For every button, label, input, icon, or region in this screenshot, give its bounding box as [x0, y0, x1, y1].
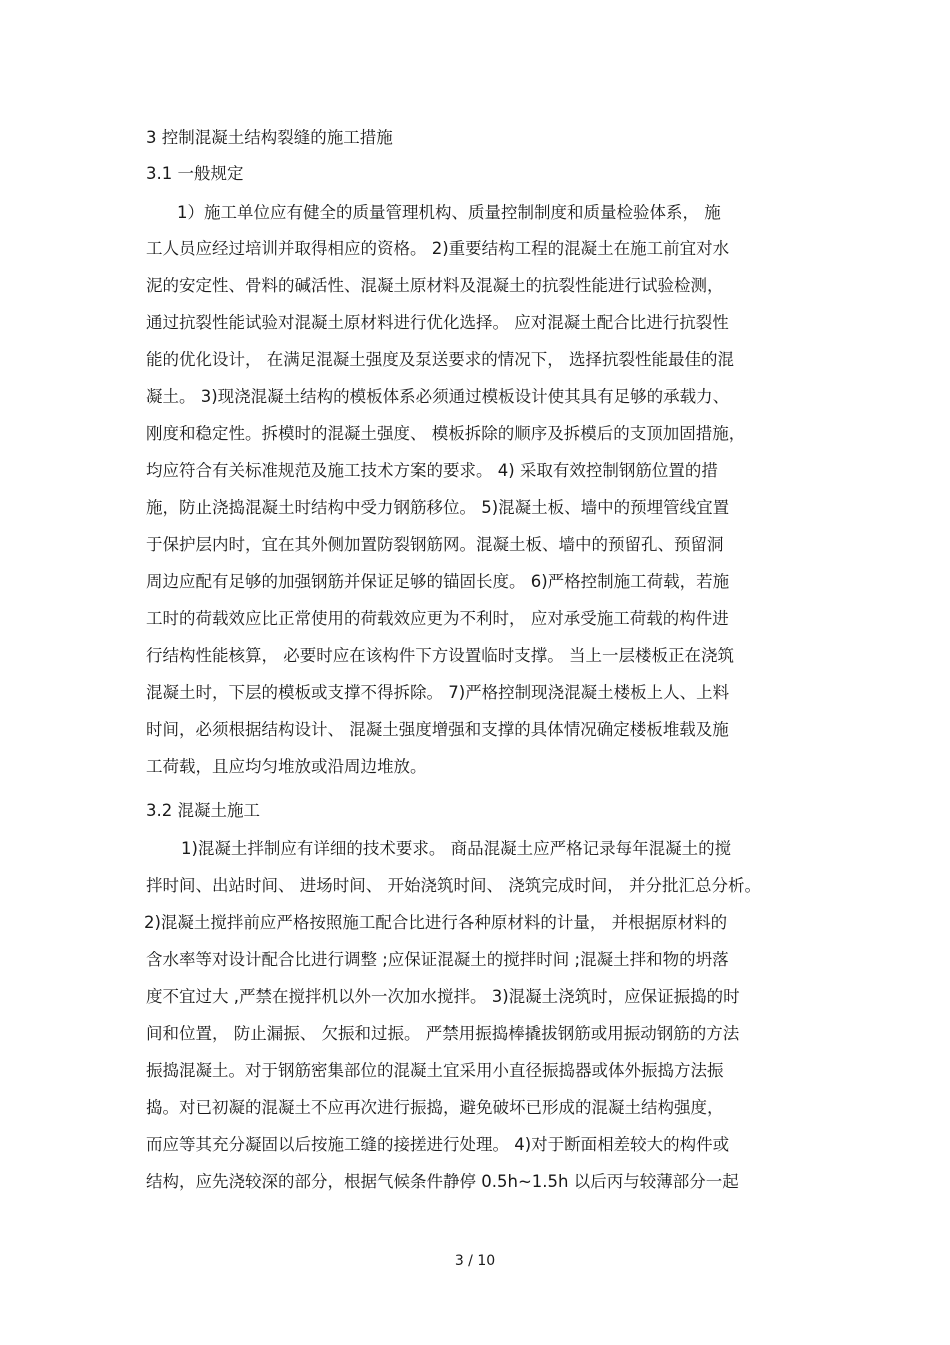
paragraph-line: 结构，应先浇较深的部分，根据气候条件静停 0.5h~1.5h 以后丙与较薄部分一起 [146, 1172, 739, 1191]
paragraph-line: 能的优化设计， 在满足混凝土强度及泵送要求的情况下， 选择抗裂性能最佳的混 [146, 350, 734, 369]
paragraph-line: 捣。对已初凝的混凝土不应再次进行振捣，避免破坏已形成的混凝土结构强度， [146, 1098, 724, 1117]
paragraph-line: 工时的荷载效应比正常使用的荷载效应更为不利时， 应对承受施工荷载的构件进 [146, 609, 729, 628]
paragraph-line: 振捣混凝土。对于钢筋密集部位的混凝土宜采用小直径振捣器或体外振捣方法振 [146, 1061, 724, 1080]
paragraph-line: 工人员应经过培训并取得相应的资格。 2)重要结构工程的混凝土在施工前宜对水 [146, 239, 730, 258]
paragraph-line: 1)混凝土拌制应有详细的技术要求。 商品混凝土应严格记录每年混凝土的搅 [181, 839, 732, 858]
paragraph-line: 混凝土时，下层的模板或支撑不得拆除。 7)严格控制现浇混凝土楼板上人、上料 [146, 683, 730, 702]
page-number: 3 / 10 [454, 1253, 496, 1269]
paragraph-line: 凝土。 3)现浇混凝土结构的模板体系必须通过模板设计使其具有足够的承载力、 [146, 387, 730, 406]
section-3-heading: 3 控制混凝土结构裂缝的施工措施 [146, 128, 393, 147]
paragraph-line: 通过抗裂性能试验对混凝土原材料进行优化选择。 应对混凝土配合比进行抗裂性 [146, 313, 729, 332]
paragraph-line: 2)混凝土搅拌前应严格按照施工配合比进行各种原材料的计量， 并根据原材料的 [144, 913, 728, 932]
paragraph-line: 含水率等对设计配合比进行调整 ;应保证混凝土的搅拌时间 ;混凝土拌和物的坍落 [146, 950, 729, 969]
paragraph-line: 行结构性能核算， 必要时应在该构件下方设置临时支撑。 当上一层楼板正在浇筑 [146, 646, 734, 665]
paragraph-line: 泥的安定性、骨料的碱活性、混凝土原材料及混凝土的抗裂性能进行试验检测， [146, 276, 724, 295]
paragraph-line: 施，防止浇捣混凝土时结构中受力钢筋移位。 5)混凝土板、墙中的预埋管线宜置 [146, 498, 730, 517]
paragraph-line: 而应等其充分凝固以后按施工缝的接搓进行处理。 4)对于断面相差较大的构件或 [146, 1135, 730, 1154]
section-3-1-heading: 3.1 一般规定 [146, 164, 244, 183]
paragraph-line: 周边应配有足够的加强钢筋并保证足够的锚固长度。 6)严格控制施工荷载，若施 [146, 572, 730, 591]
paragraph-line: 均应符合有关标准规范及施工技术方案的要求。 4) 采取有效控制钢筋位置的措 [146, 461, 718, 480]
paragraph-line: 间和位置， 防止漏振、 欠振和过振。 严禁用振捣棒撬拔钢筋或用振动钢筋的方法 [146, 1024, 740, 1043]
paragraph-line: 度不宜过大 ,严禁在搅拌机以外一次加水搅拌。 3)混凝土浇筑时，应保证振捣的时 [146, 987, 740, 1006]
paragraph-line: 刚度和稳定性。拆模时的混凝土强度、 模板拆除的顺序及拆模后的支顶加固措施， [146, 424, 746, 443]
paragraph-line: 于保护层内时，宜在其外侧加置防裂钢筋网。混凝土板、墙中的预留孔、预留洞 [146, 535, 724, 554]
paragraph-line: 工荷载，且应均匀堆放或沿周边堆放。 [146, 757, 427, 776]
section-3-2-heading: 3.2 混凝土施工 [146, 801, 260, 820]
paragraph-line: 1）施工单位应有健全的质量管理机构、质量控制制度和质量检验体系， 施 [177, 203, 721, 222]
paragraph-line: 时间，必须根据结构设计、 混凝土强度增强和支撑的具体情况确定楼板堆载及施 [146, 720, 729, 739]
paragraph-line: 拌时间、出站时间、 进场时间、 开始浇筑时间、 浇筑完成时间， 并分批汇总分析。 [146, 876, 761, 895]
